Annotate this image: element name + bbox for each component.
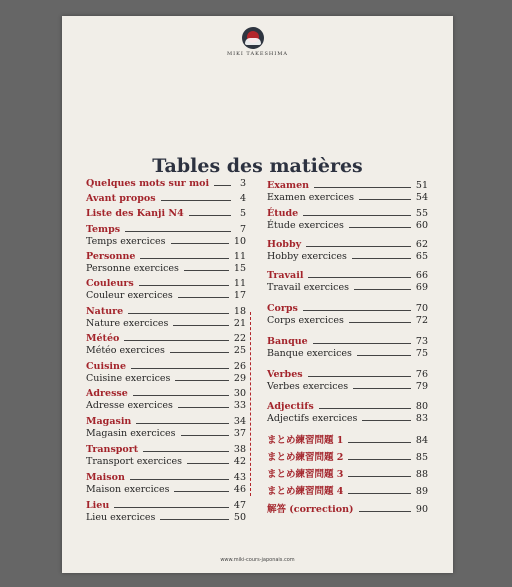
toc-entry[interactable] xyxy=(267,401,428,412)
toc-entry[interactable] xyxy=(86,472,246,483)
toc-entry-title: Magasin exercices xyxy=(86,428,176,439)
toc-entry-title: Étude exercices xyxy=(267,220,344,231)
toc-entry-page: 17 xyxy=(233,290,246,301)
toc-entry[interactable] xyxy=(86,318,246,329)
toc-entry[interactable] xyxy=(267,435,428,446)
toc-entry[interactable] xyxy=(86,263,246,274)
toc-entry-title: Quelques mots sur moi xyxy=(86,178,210,189)
page-title: Tables des matières xyxy=(152,155,363,177)
toc-entry-page: 54 xyxy=(415,192,428,203)
toc-entry-page: 7 xyxy=(239,224,246,235)
toc-entry[interactable] xyxy=(86,444,246,455)
toc-entry-page: 30 xyxy=(233,388,246,399)
toc-entry-page: 43 xyxy=(233,472,246,483)
toc-leader-line xyxy=(184,270,229,271)
toc-entry-title: Hobby xyxy=(267,239,302,250)
toc-entry-title: Cuisine exercices xyxy=(86,373,171,384)
toc-entry-title: Banque exercices xyxy=(267,348,352,359)
toc-entry-title: Nature exercices xyxy=(86,318,169,329)
toc-leader-line xyxy=(181,435,229,436)
toc-entry-page: 51 xyxy=(415,180,428,191)
toc-entry-title: Liste des Kanji N4 xyxy=(86,208,184,219)
toc-entry[interactable] xyxy=(86,361,246,372)
toc-leader-line xyxy=(139,285,229,286)
toc-entry-title: Travail xyxy=(267,270,304,281)
toc-leader-line xyxy=(175,380,228,381)
toc-entry-page: 70 xyxy=(415,303,428,314)
toc-leader-line xyxy=(349,227,411,228)
toc-entry-title: Transport xyxy=(86,444,139,455)
toc-entry[interactable] xyxy=(86,178,246,189)
toc-entry[interactable] xyxy=(86,500,246,511)
toc-entry-title: まとめ練習問題 3 xyxy=(267,469,344,480)
toc-entry-page: 62 xyxy=(415,239,428,250)
toc-leader-line xyxy=(357,355,411,356)
toc-entry-page: 76 xyxy=(415,369,428,380)
toc-entry-title: 解答 (correction) xyxy=(267,504,354,515)
toc-entry-title: Adresse xyxy=(86,388,128,399)
toc-entry-title: Temps exercices xyxy=(86,236,166,247)
toc-entry-page: 46 xyxy=(233,484,246,495)
toc-entry-page: 11 xyxy=(233,251,246,262)
toc-entry[interactable] xyxy=(86,193,246,204)
toc-entry-title: Couleurs xyxy=(86,278,134,289)
toc-entry-page: 11 xyxy=(233,278,246,289)
toc-entry-title: Lieu exercices xyxy=(86,512,156,523)
toc-entry-title: Verbes xyxy=(267,369,303,380)
toc-entry-title: Météo xyxy=(86,333,120,344)
brand-name: MIKI TAKESHIMA xyxy=(227,51,288,57)
toc-entry-title: Couleur exercices xyxy=(86,290,173,301)
toc-entry[interactable] xyxy=(267,303,428,314)
toc-entry-page: 29 xyxy=(233,373,246,384)
toc-entry-title: Personne xyxy=(86,251,136,262)
toc-entry-page: 18 xyxy=(233,306,246,317)
toc-entry-page: 50 xyxy=(233,512,246,523)
toc-entry[interactable] xyxy=(86,388,246,399)
toc-entry-page: 89 xyxy=(415,486,428,497)
toc-entry-title: Examen xyxy=(267,180,310,191)
toc-leader-line xyxy=(160,519,228,520)
toc-leader-line xyxy=(348,493,410,494)
toc-leader-line xyxy=(354,289,411,290)
toc-entry[interactable] xyxy=(86,373,246,384)
toc-leader-line xyxy=(359,199,411,200)
toc-leader-line xyxy=(308,376,411,377)
toc-leader-line xyxy=(349,322,411,323)
toc-entry-page: 10 xyxy=(233,236,246,247)
toc-entry-title: Magasin xyxy=(86,416,132,427)
toc-entry-title: Adresse exercices xyxy=(86,400,173,411)
toc-leader-line xyxy=(359,511,411,512)
toc-entry[interactable] xyxy=(267,315,428,326)
document-page xyxy=(62,16,453,573)
toc-entry-page: 60 xyxy=(415,220,428,231)
toc-leader-line xyxy=(187,463,229,464)
toc-entry[interactable] xyxy=(86,456,246,467)
toc-leader-line xyxy=(161,200,231,201)
toc-entry-title: Adjectifs exercices xyxy=(267,413,358,424)
toc-entry[interactable] xyxy=(267,270,428,281)
toc-entry-title: Examen exercices xyxy=(267,192,355,203)
toc-leader-line xyxy=(174,491,228,492)
toc-entry-page: 73 xyxy=(415,336,428,347)
toc-entry[interactable] xyxy=(86,208,246,219)
toc-entry-page: 47 xyxy=(233,500,246,511)
toc-entry[interactable] xyxy=(267,413,428,424)
toc-leader-line xyxy=(178,297,229,298)
toc-leader-line xyxy=(308,277,410,278)
toc-leader-line xyxy=(348,459,410,460)
toc-entry-title: Maison exercices xyxy=(86,484,170,495)
toc-entry[interactable] xyxy=(86,224,246,235)
toc-entry[interactable] xyxy=(86,345,246,356)
toc-entry-page: 26 xyxy=(233,361,246,372)
toc-entry[interactable] xyxy=(267,336,428,347)
toc-leader-line xyxy=(353,388,411,389)
toc-entry-title: Corps xyxy=(267,303,298,314)
toc-entry[interactable] xyxy=(267,282,428,293)
toc-leader-line xyxy=(124,340,229,341)
toc-leader-line xyxy=(178,407,229,408)
toc-entry-title: Corps exercices xyxy=(267,315,344,326)
toc-leader-line xyxy=(362,420,410,421)
toc-leader-line xyxy=(319,408,411,409)
toc-entry-title: まとめ練習問題 4 xyxy=(267,486,344,497)
toc-entry[interactable] xyxy=(86,484,246,495)
toc-leader-line xyxy=(348,476,410,477)
toc-entry-page: 42 xyxy=(233,456,246,467)
toc-entry[interactable] xyxy=(267,348,428,359)
toc-entry[interactable] xyxy=(267,504,428,515)
logo-icon xyxy=(242,27,264,49)
toc-entry-page: 4 xyxy=(239,193,246,204)
toc-entry-title: まとめ練習問題 2 xyxy=(267,452,344,463)
toc-leader-line xyxy=(131,368,229,369)
toc-entry-title: Météo exercices xyxy=(86,345,165,356)
toc-entry[interactable] xyxy=(86,333,246,344)
toc-entry-page: 84 xyxy=(415,435,428,446)
toc-entry-title: Cuisine xyxy=(86,361,126,372)
toc-entry-page: 15 xyxy=(233,263,246,274)
toc-leader-line xyxy=(140,258,228,259)
column-divider xyxy=(250,312,251,496)
toc-entry-page: 90 xyxy=(415,504,428,515)
toc-entry-title: Étude xyxy=(267,208,299,219)
toc-entry-page: 3 xyxy=(239,178,246,189)
toc-entry[interactable] xyxy=(267,208,428,219)
toc-entry[interactable] xyxy=(267,239,428,250)
toc-entry-page: 66 xyxy=(415,270,428,281)
toc-entry-page: 72 xyxy=(415,315,428,326)
toc-leader-line xyxy=(171,243,229,244)
toc-leader-line xyxy=(303,310,411,311)
toc-leader-line xyxy=(348,442,410,443)
toc-entry[interactable] xyxy=(86,290,246,301)
toc-entry[interactable] xyxy=(86,512,246,523)
toc-entry[interactable] xyxy=(86,236,246,247)
toc-leader-line xyxy=(128,313,229,314)
toc-entry[interactable] xyxy=(267,381,428,392)
toc-leader-line xyxy=(170,352,229,353)
toc-leader-line xyxy=(136,423,229,424)
toc-entry-title: Lieu xyxy=(86,500,110,511)
toc-leader-line xyxy=(303,215,411,216)
toc-entry[interactable] xyxy=(267,469,428,480)
toc-leader-line xyxy=(125,231,231,232)
toc-leader-line xyxy=(306,246,411,247)
toc-entry-title: Temps xyxy=(86,224,121,235)
toc-entry-title: Hobby exercices xyxy=(267,251,347,262)
toc-entry[interactable] xyxy=(86,416,246,427)
toc-leader-line xyxy=(314,187,411,188)
toc-leader-line xyxy=(352,258,411,259)
toc-entry-page: 80 xyxy=(415,401,428,412)
toc-entry-title: まとめ練習問題 1 xyxy=(267,435,344,446)
toc-entry[interactable] xyxy=(267,192,428,203)
toc-entry-title: Nature xyxy=(86,306,124,317)
toc-entry-title: Avant propos xyxy=(86,193,156,204)
toc-leader-line xyxy=(133,395,229,396)
toc-entry-page: 79 xyxy=(415,381,428,392)
toc-leader-line xyxy=(189,215,231,216)
toc-entry-title: Verbes exercices xyxy=(267,381,349,392)
toc-entry[interactable] xyxy=(267,486,428,497)
toc-entry[interactable] xyxy=(86,400,246,411)
toc-entry-page: 21 xyxy=(233,318,246,329)
toc-entry[interactable] xyxy=(267,251,428,262)
toc-entry[interactable] xyxy=(86,306,246,317)
toc-entry[interactable] xyxy=(86,278,246,289)
toc-entry-title: Travail exercices xyxy=(267,282,349,293)
toc-entry-page: 83 xyxy=(415,413,428,424)
footer-url: www.miki-cours-japonais.com xyxy=(220,557,295,563)
toc-entry-page: 22 xyxy=(233,333,246,344)
toc-entry[interactable] xyxy=(267,452,428,463)
toc-leader-line xyxy=(114,507,229,508)
toc-entry[interactable] xyxy=(267,180,428,191)
toc-leader-line xyxy=(130,479,229,480)
toc-entry-page: 69 xyxy=(415,282,428,293)
toc-leader-line xyxy=(313,343,411,344)
toc-entry-title: Adjectifs xyxy=(267,401,314,412)
toc-entry-page: 38 xyxy=(233,444,246,455)
toc-entry-page: 75 xyxy=(415,348,428,359)
toc-entry[interactable] xyxy=(267,369,428,380)
toc-entry[interactable] xyxy=(86,251,246,262)
toc-leader-line xyxy=(214,185,231,186)
toc-entry[interactable] xyxy=(86,428,246,439)
toc-entry[interactable] xyxy=(267,220,428,231)
toc-entry-page: 5 xyxy=(239,208,246,219)
toc-entry-page: 33 xyxy=(233,400,246,411)
toc-entry-page: 85 xyxy=(415,452,428,463)
toc-entry-page: 55 xyxy=(415,208,428,219)
toc-entry-title: Transport exercices xyxy=(86,456,183,467)
toc-entry-page: 88 xyxy=(415,469,428,480)
toc-entry-page: 34 xyxy=(233,416,246,427)
toc-leader-line xyxy=(143,451,229,452)
toc-leader-line xyxy=(173,325,228,326)
toc-entry-title: Personne exercices xyxy=(86,263,179,274)
toc-entry-page: 65 xyxy=(415,251,428,262)
toc-entry-page: 37 xyxy=(233,428,246,439)
toc-entry-page: 25 xyxy=(233,345,246,356)
toc-entry-title: Maison xyxy=(86,472,125,483)
toc-entry-title: Banque xyxy=(267,336,308,347)
